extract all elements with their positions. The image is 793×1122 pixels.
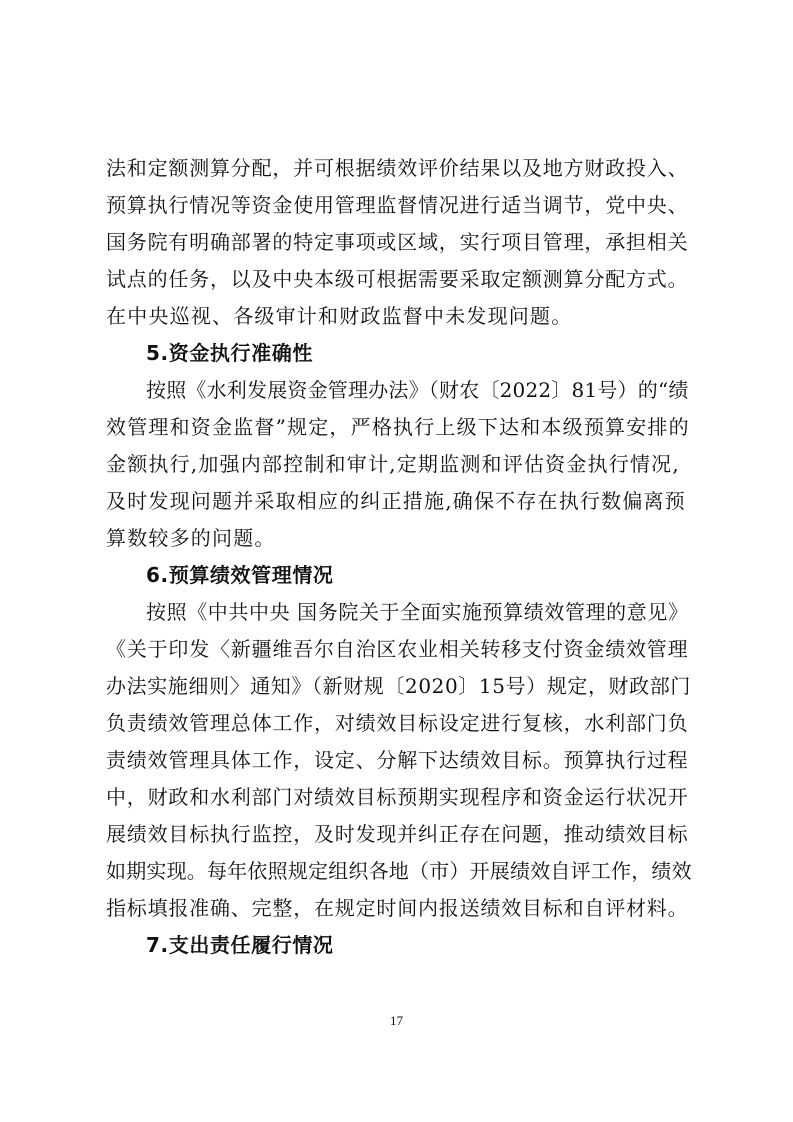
section-heading: 7.支出责任履行情况	[146, 933, 334, 957]
body-text-line: 算数较多的问题。	[106, 526, 276, 550]
body-text-line: 如期实现。每年依照规定组织各地（市）开展绩效自评工作，绩效	[106, 859, 692, 883]
body-text-line: 及时发现问题并采取相应的纠正措施,确保不存在执行数偏离预	[106, 489, 686, 513]
section-heading: 6.预算绩效管理情况	[146, 563, 334, 587]
body-text-line: 按照《中共中央 国务院关于全面实施预算绩效管理的意见》	[146, 600, 689, 624]
body-text-line: 指标填报准确、完整，在规定时间内报送绩效目标和自评材料。	[106, 896, 689, 920]
body-text-line: 按照《水利发展资金管理办法》（财农〔2022〕81号）的“绩	[146, 378, 689, 402]
body-text-line: 试点的任务，以及中央本级可根据需要采取定额测算分配方式。	[106, 267, 689, 291]
body-text-line: 《关于印发〈新疆维吾尔自治区农业相关转移支付资金绩效管理	[106, 637, 689, 661]
body-text-line: 负责绩效管理总体工作，对绩效目标设定进行复核，水利部门负	[106, 711, 689, 735]
body-text-line: 展绩效目标执行监控，及时发现并纠正存在问题，推动绩效目标	[106, 822, 689, 846]
body-text-line: 国务院有明确部署的特定事项或区域，实行项目管理，承担相关	[106, 230, 689, 254]
body-text-line: 预算执行情况等资金使用管理监督情况进行适当调节，党中央、	[106, 193, 689, 217]
page-number: 17	[390, 1013, 403, 1028]
body-text-line: 金额执行,加强内部控制和审计,定期监测和评估资金执行情况,	[106, 452, 680, 476]
body-text-line: 办法实施细则〉通知》（新财规〔2020〕15号）规定，财政部门	[106, 674, 691, 698]
body-text-line: 中，财政和水利部门对绩效目标预期实现程序和资金运行状况开	[106, 785, 689, 809]
body-text-line: 法和定额测算分配，并可根据绩效评价结果以及地方财政投入、	[106, 156, 689, 180]
body-text-line: 责绩效管理具体工作，设定、分解下达绩效目标。预算执行过程	[106, 748, 689, 772]
section-heading: 5.资金执行准确性	[146, 341, 313, 365]
body-text-line: 效管理和资金监督”规定，严格执行上级下达和本级预算安排的	[106, 415, 690, 439]
body-text-line: 在中央巡视、各级审计和财政监督中未发现问题。	[106, 304, 573, 328]
